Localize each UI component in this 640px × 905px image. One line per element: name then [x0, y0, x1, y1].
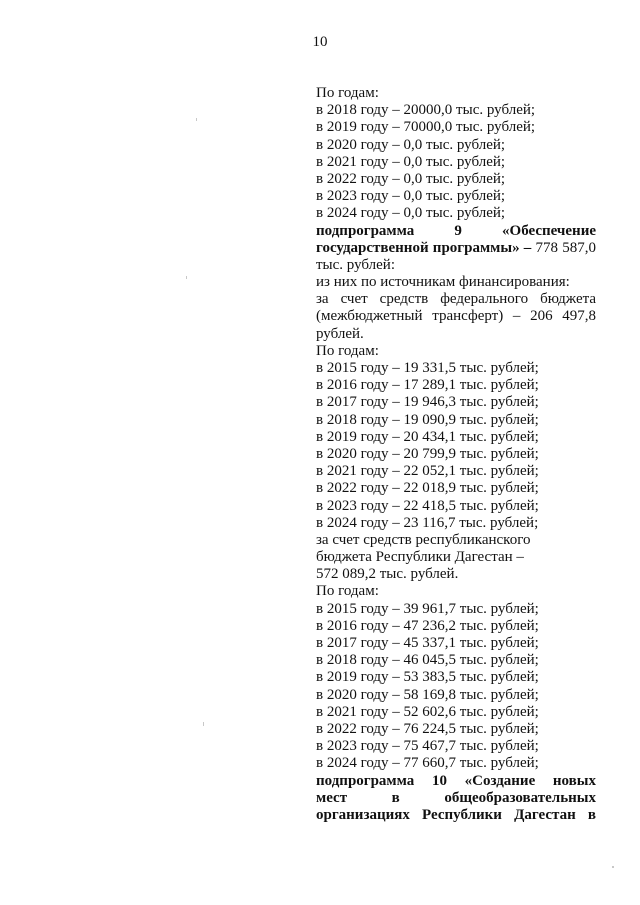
- year-line: в 2020 году – 0,0 тыс. рублей;: [316, 136, 506, 153]
- scan-artifact: [186, 276, 187, 279]
- year-line: в 2023 году – 0,0 тыс. рублей;: [316, 188, 506, 205]
- republic-budget-line: 572 089,2 тыс. рублей.: [316, 566, 459, 583]
- subprogram-9-title-amount: [316, 240, 596, 257]
- year-line: в 2022 году – 0,0 тыс. рублей;: [316, 170, 506, 187]
- year-line: в 2021 году – 22 052,1 тыс. рублей;: [316, 463, 539, 480]
- year-line: в 2017 году – 19 946,3 тыс. рублей;: [316, 394, 539, 411]
- year-line: в 2015 году – 19 331,5 тыс. рублей;: [316, 360, 539, 376]
- subprogram-9-unit: тыс. рублей:: [316, 256, 395, 273]
- republic-budget-line: за счет средств республиканского: [316, 531, 531, 548]
- subprogram-8-year-list: [316, 102, 596, 222]
- year-line: в 2017 году – 45 337,1 тыс. рублей;: [316, 635, 539, 651]
- year-line: в 2024 году – 77 660,7 тыс. рублей;: [316, 755, 539, 772]
- subprogram-10-title: подпрограмма 10 «Создание новых: [316, 772, 596, 789]
- republic-year-list: [316, 601, 596, 773]
- federal-budget-line: рублей.: [316, 325, 364, 342]
- financing-text-column: [316, 85, 596, 824]
- year-line: в 2020 году – 20 799,9 тыс. рублей;: [316, 445, 539, 462]
- year-line: в 2023 году – 22 418,5 тыс. рублей;: [316, 497, 539, 514]
- year-line: в 2024 году – 23 116,7 тыс. рублей;: [316, 514, 539, 531]
- year-line: в 2022 году – 22 018,9 тыс. рублей;: [316, 480, 539, 497]
- years-heading: По годам:: [316, 342, 379, 359]
- year-line: в 2018 году – 20000,0 тыс. рублей;: [316, 102, 536, 119]
- year-line: в 2018 году – 19 090,9 тыс. рублей;: [316, 411, 539, 428]
- subprogram-9-amount: 778 587,0: [535, 239, 596, 256]
- federal-budget-line: (межбюджетный трансферт) – 206 497,8: [316, 308, 596, 325]
- year-line: в 2021 году – 52 602,6 тыс. рублей;: [316, 703, 539, 720]
- years-heading: По годам:: [316, 583, 379, 600]
- scan-artifact: [203, 722, 204, 726]
- subprogram-10-title: мест в общеобразовательных: [316, 789, 596, 806]
- year-line: в 2018 году – 46 045,5 тыс. рублей;: [316, 652, 539, 669]
- scan-artifact: [196, 118, 197, 121]
- subprogram-10-title: организациях Республики Дагестан в: [316, 806, 596, 823]
- page-number: 10: [312, 34, 328, 50]
- year-line: в 2019 году – 20 434,1 тыс. рублей;: [316, 428, 539, 445]
- sources-heading: из них по источникам финансирования:: [316, 274, 570, 291]
- subprogram-9-title-cont: государственной программы» –: [316, 239, 532, 256]
- federal-year-list: [316, 360, 596, 532]
- scan-artifact: [612, 866, 614, 868]
- year-line: в 2015 году – 39 961,7 тыс. рублей;: [316, 600, 539, 617]
- subprogram-9-title: подпрограмма 9 «Обеспечение: [316, 222, 596, 239]
- republic-budget-line: бюджета Республики Дагестан –: [316, 549, 524, 566]
- year-line: в 2016 году – 17 289,1 тыс. рублей;: [316, 377, 539, 394]
- year-line: в 2016 году – 47 236,2 тыс. рублей;: [316, 617, 539, 634]
- year-line: в 2023 году – 75 467,7 тыс. рублей;: [316, 738, 539, 755]
- federal-budget-line: за счет средств федерального бюджета: [316, 291, 596, 308]
- year-line: в 2019 году – 53 383,5 тыс. рублей;: [316, 669, 539, 686]
- year-line: в 2019 году – 70000,0 тыс. рублей;: [316, 119, 536, 136]
- years-heading: По годам:: [316, 85, 379, 101]
- year-line: в 2021 году – 0,0 тыс. рублей;: [316, 153, 506, 170]
- year-line: в 2024 году – 0,0 тыс. рублей;: [316, 205, 506, 222]
- year-line: в 2020 году – 58 169,8 тыс. рублей;: [316, 686, 539, 703]
- year-line: в 2022 году – 76 224,5 тыс. рублей;: [316, 720, 539, 737]
